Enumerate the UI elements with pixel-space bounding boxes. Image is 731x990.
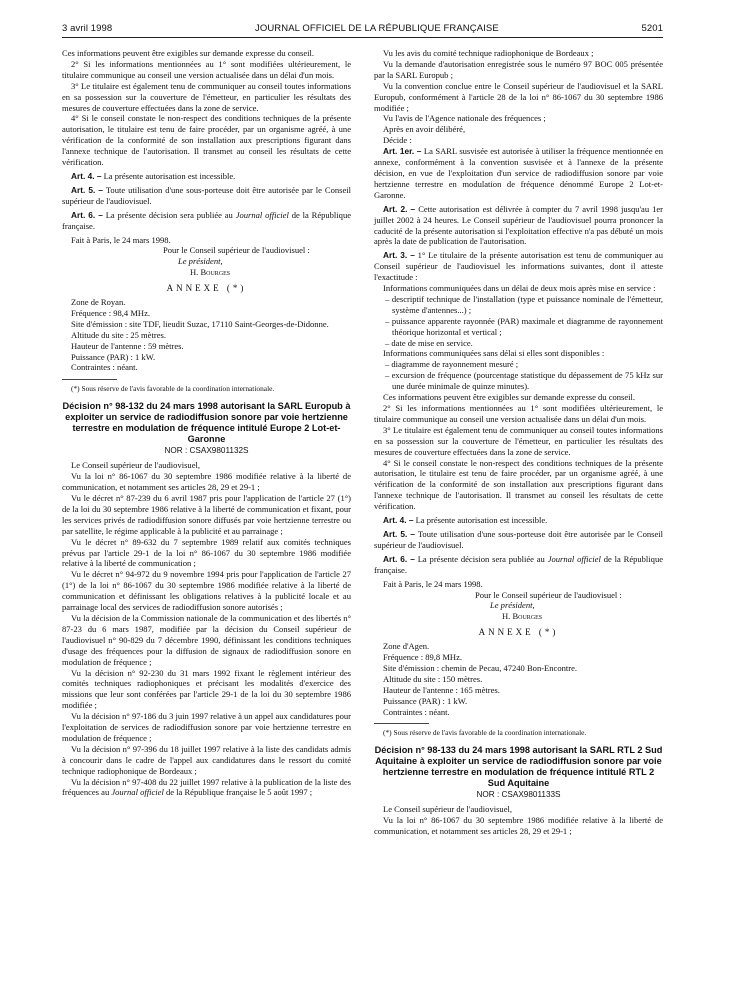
info-item: – date de mise en service. bbox=[385, 337, 473, 348]
visa bbox=[62, 777, 351, 799]
signature-role-text: Le président, bbox=[490, 600, 535, 611]
signature-name: H. Bourges bbox=[502, 611, 543, 622]
header-page-number: 5201 bbox=[641, 23, 663, 34]
decision-title: Décision n° 98-133 du 24 mars 1998 autorisant la SARL RTL 2 Sud Aquitaine à exploiter un service de radiodiffusion sonore par voie hertzienne terrestre en modulation de fréquence intitulé RTL 2 Sud Aquitaine bbox=[374, 745, 663, 789]
article-label: Art. 1er. – bbox=[383, 146, 422, 157]
article-text: Toute utilisation d'une sous-porteuse doit être autorisée par le Conseil supérieur de l'audiovisuel. bbox=[374, 528, 664, 550]
article-2 bbox=[374, 204, 663, 248]
article-label: Art. 2. – bbox=[383, 203, 416, 214]
journal-officiel-ref: Journal officiel bbox=[547, 553, 601, 564]
header-journal-title: JOURNAL OFFICIEL DE LA RÉPUBLIQUE FRANÇAISE bbox=[254, 23, 499, 34]
signature-line: Pour le Conseil supérieur de l'audiovisuel : bbox=[475, 589, 622, 600]
signature-role-text: Le président, bbox=[178, 256, 223, 267]
article-text: La présente autorisation est incessible. bbox=[415, 515, 548, 526]
article-text: 1° Le titulaire de la présente autorisation est tenu de communiquer au Conseil supérieur de l'audiovisuel les informations suivantes, dont il atteste l'exactitude : bbox=[374, 250, 663, 283]
annexe-line: Puissance (PAR) : 1 kW. bbox=[383, 695, 468, 706]
info-item: – puissance apparente rayonnée (PAR) maximale et diagramme de rayonnement théorique horizontal et vertical ; bbox=[385, 315, 663, 337]
signature-role bbox=[62, 256, 351, 267]
footnote-separator bbox=[374, 723, 429, 724]
right-column bbox=[374, 48, 663, 837]
signature-role bbox=[374, 600, 663, 611]
article-text: La SARL susvisée est autorisée à utiliser la fréquence mentionnée en annexe, conformément à la convention susvisée et à l'annexe de la présente décision, en vue de l'exploitation d'un service de radiodiffusion sonore par voie hertzienne terrestre en modulation de fréquence dénommé Europe 2 Lot-et-Garonne. bbox=[374, 146, 663, 200]
annexe-line: Hauteur de l'antenne : 165 mètres. bbox=[383, 684, 500, 695]
footnote-separator bbox=[62, 379, 117, 380]
article-4 bbox=[62, 171, 351, 182]
visa: Vu le décret n° 94-972 du 9 novembre 1994 pris pour l'application de l'article 27 (1°) de la loi n° 86-1067 du 30 septembre 1986 modifiée relative à la liberté de communication et définissant les obligations relatives à la publicité locale et au parrainage local des services de radiodiffusion sonore autorisés ; bbox=[62, 569, 351, 613]
annexe-line: Site d'émission : site TDF, lieudit Suzac, 17110 Saint-Georges-de-Didonne. bbox=[71, 318, 329, 329]
visa: Vu la loi n° 86-1067 du 30 septembre 1986 modifiée relative à la liberté de communication, et notamment ses articles 28, 29 et 29-1 ; bbox=[374, 815, 663, 837]
visa: Vu la décision n° 92-230 du 31 mars 1992 fixant le règlement intérieur des comités techniques radiophoniques et précisant les modalités d'exercice des missions que leur sont conférées par l'article 29-1 de la loi du 30 septembre 1986 modifiée ; bbox=[62, 667, 351, 711]
article-5 bbox=[62, 185, 351, 207]
paragraph: 4° Si le conseil constate le non-respect des conditions techniques de la présente autorisation, le titulaire est tenu de faire procéder, par un organisme agréé, à une vérification de la conformité de son installation aux prescriptions figurant dans l'annexe technique de l'autorisation. Il transmet au conseil les résultats de cette vérification. bbox=[62, 113, 351, 168]
visa: Vu la décision de la Commission nationale de la communication et des libertés n° 87-23 du 6 mars 1987, modifiée par la décision du Conseil supérieur de l'audiovisuel n° 90-829 du 7 décembre 1990, définissant les conditions techniques d'usage des fréquences pour la diffusion de signaux de radiodiffusion sonore en modulation de fréquence ; bbox=[62, 612, 351, 667]
paragraph: 2° Si les informations mentionnées au 1° sont modifiées ultérieurement, le titulaire communique au conseil une version actualisée dans un délai d'un mois. bbox=[62, 58, 351, 80]
annexe-line: Hauteur de l'antenne : 59 mètres. bbox=[71, 340, 184, 351]
article-6 bbox=[62, 210, 351, 232]
paragraph: Ces informations peuvent être exigibles sur demande expresse du conseil. bbox=[62, 48, 315, 58]
annexe-line: Zone de Royan. bbox=[71, 297, 126, 308]
place-date: Fait à Paris, le 24 mars 1998. bbox=[383, 578, 483, 589]
article-4 bbox=[374, 515, 663, 526]
article-label: Art. 3. – bbox=[383, 250, 415, 261]
article-label: Art. 6. – bbox=[383, 553, 415, 564]
paragraph: 4° Si le conseil constate le non-respect des conditions techniques de la présente autorisation, le titulaire est tenu de faire procéder, par un organisme agréé, à une vérification de la conformité de son installation aux prescriptions figurant dans l'annexe technique de l'autorisation. Il transmet au conseil les résultats de cette vérification. bbox=[374, 457, 663, 512]
article-text: La présente autorisation est incessible. bbox=[103, 170, 236, 181]
visa: Après en avoir délibéré, bbox=[383, 124, 466, 135]
article-text: Toute utilisation d'une sous-porteuse doit être autorisée par le Conseil supérieur de l'audiovisuel. bbox=[62, 184, 352, 206]
visa: Le Conseil supérieur de l'audiovisuel, bbox=[71, 460, 201, 471]
decision-nor: NOR : CSAX9801132S bbox=[164, 446, 249, 456]
annexe-line: Site d'émission : chemin de Pecau, 47240 Bon-Encontre. bbox=[383, 662, 578, 673]
info-item: – diagramme de rayonnement mesuré ; bbox=[385, 359, 519, 370]
article-label: Art. 4. – bbox=[71, 170, 102, 181]
visa: Vu les avis du comité technique radiophonique de Bordeaux ; bbox=[383, 48, 594, 58]
article-text: de la République française. bbox=[374, 553, 664, 575]
visa: Vu la décision n° 97-186 du 3 juin 1997 relative à un appel aux candidatures pour l'exploitation de services de radiodiffusion sonore par voie hertzienne terrestre en modulation de fréquence ; bbox=[62, 711, 351, 743]
info-intro: Informations communiquées dans un délai de deux mois après mise en service : bbox=[383, 283, 656, 294]
annexe-line: Fréquence : 98,4 MHz. bbox=[71, 307, 151, 318]
paragraph: 3° Le titulaire est également tenu de communiquer au conseil toutes informations en sa possession sur la couverture de l'émetteur, en particulier les résultats des mesures de couverture effectuées dans la zone de service. bbox=[374, 424, 663, 457]
visa: Vu la décision n° 97-396 du 18 juillet 1997 relative à la liste des candidats admis à concourir dans le cadre de l'appel aux candidatures dans le ressort du comité technique radiophonique de Bordeaux ; bbox=[62, 743, 351, 776]
annexe-line: Puissance (PAR) : 1 kW. bbox=[71, 351, 156, 362]
decision-nor: NOR : CSAX9801133S bbox=[476, 790, 561, 800]
journal-officiel-ref: Journal officiel bbox=[111, 787, 164, 798]
footnote: (*) Sous réserve de l'avis favorable de la coordination internationale. bbox=[71, 384, 275, 394]
visa: Vu la loi n° 86-1067 du 30 septembre 1986 modifiée relative à la liberté de communication, et notamment ses articles 28, 29 et 29-1 ; bbox=[62, 471, 351, 493]
annexe-title: ANNEXE (*) bbox=[478, 627, 559, 638]
article-6 bbox=[374, 554, 663, 576]
annexe-line: Contraintes : néant. bbox=[383, 706, 450, 717]
two-column-body bbox=[62, 48, 663, 837]
journal-officiel-ref: Journal officiel bbox=[235, 209, 289, 220]
paragraph: 2° Si les informations mentionnées au 1° sont modifiées ultérieurement, le titulaire communique au conseil une version actualisée dans un délai d'un mois. bbox=[374, 403, 663, 424]
signature-line: Pour le Conseil supérieur de l'audiovisuel : bbox=[163, 245, 310, 256]
info-item: – descriptif technique de l'installation (type et puissance nominale de l'émetteur, système d'antennes...) ; bbox=[385, 293, 663, 315]
visa: Vu l'avis de l'Agence nationale des fréquences ; bbox=[383, 113, 546, 124]
paragraph: Ces informations peuvent être exigibles sur demande expresse du conseil. bbox=[383, 392, 636, 403]
annexe-line: Contraintes : néant. bbox=[71, 362, 138, 373]
visa: Vu le décret n° 89-632 du 7 septembre 1989 relatif aux comités techniques prévus par l'article 29-1 de la loi n° 86-1067 du 30 septembre 1986 modifiée relative à la liberté de communication ; bbox=[62, 536, 351, 569]
visa: Vu le décret n° 87-239 du 6 avril 1987 pris pour l'application de l'article 27 (1°) de la loi du 30 septembre 1986 relative à la liberté de communication et fixant, pour les services privés de radiodiffusion sonore diffusés par voie hertzienne terrestre ou par satellite, le régime applicable à la publicité et au parrainage ; bbox=[62, 493, 351, 536]
article-5 bbox=[374, 529, 663, 551]
article-text: de la République française. bbox=[62, 209, 352, 231]
visa-text: de la République française le 5 août 1997 ; bbox=[165, 787, 313, 798]
running-header bbox=[62, 0, 663, 38]
footnote: (*) Sous réserve de l'avis favorable de la coordination internationale. bbox=[383, 728, 587, 738]
left-column bbox=[62, 48, 351, 837]
visa: Le Conseil supérieur de l'audiovisuel, bbox=[383, 804, 513, 815]
article-text: La présente décision sera publiée au bbox=[417, 553, 545, 564]
info-intro: Informations communiquées sans délai si elles sont disponibles : bbox=[383, 348, 605, 359]
article-text: Cette autorisation est délivrée à compter du 7 avril 1998 jusqu'au 1er juillet 2002 à 24 heures. Le Conseil supérieur de l'audiovisuel pourra prononcer la caducité de la présente autorisation si l'exploitation effective n'a pas débuté un mois après la date de publication de l'autorisation. bbox=[374, 203, 664, 247]
paragraph: 3° Le titulaire est également tenu de communiquer au conseil toutes informations en sa possession sur la couverture de l'émetteur, en particulier les résultats des mesures de couverture effectuées dans la zone de service. bbox=[62, 80, 351, 113]
annexe-line: Altitude du site : 150 mètres. bbox=[383, 673, 483, 684]
article-label: Art. 6. – bbox=[71, 209, 103, 220]
decide-heading: Décide : bbox=[383, 135, 412, 146]
article-text: La présente décision sera publiée au bbox=[105, 209, 233, 220]
annexe-line: Altitude du site : 25 mètres. bbox=[71, 329, 166, 340]
article-label: Art. 5. – bbox=[71, 184, 104, 195]
annexe-line: Zone d'Agen. bbox=[383, 641, 430, 652]
annexe-line: Fréquence : 89,8 MHz. bbox=[383, 652, 463, 663]
article-label: Art. 5. – bbox=[383, 528, 416, 539]
signature-name: H. Bourges bbox=[190, 267, 231, 278]
visa: Vu la convention conclue entre le Conseil supérieur de l'audiovisuel et la SARL Europub, conformément à l'article 28 de la loi n° 86-1067 du 30 septembre 1986 modifiée ; bbox=[374, 80, 663, 113]
place-date: Fait à Paris, le 24 mars 1998. bbox=[71, 234, 171, 245]
article-1 bbox=[374, 146, 663, 201]
visa: Vu la demande d'autorisation enregistrée sous le numéro 97 BOC 005 présentée par la SARL Europub ; bbox=[374, 58, 663, 80]
decision-title: Décision n° 98-132 du 24 mars 1998 autorisant la SARL Europub à exploiter un service de radiodiffusion sonore par voie hertzienne terrestre en modulation de fréquence intitulé Europe 2 Lot-et-Garonne bbox=[62, 401, 351, 445]
annexe-title: ANNEXE (*) bbox=[166, 283, 247, 294]
article-label: Art. 4. – bbox=[383, 515, 414, 526]
visa-text: Vu la décision n° 97-408 du 22 juillet 1997 relative à la publication de la liste des fréquences au bbox=[62, 776, 351, 798]
info-item: – excursion de fréquence (pourcentage statistique du dépassement de 75 kHz sur une durée minimale de quinze minutes). bbox=[385, 370, 663, 392]
header-date: 3 avril 1998 bbox=[62, 23, 113, 34]
article-3 bbox=[374, 250, 663, 283]
